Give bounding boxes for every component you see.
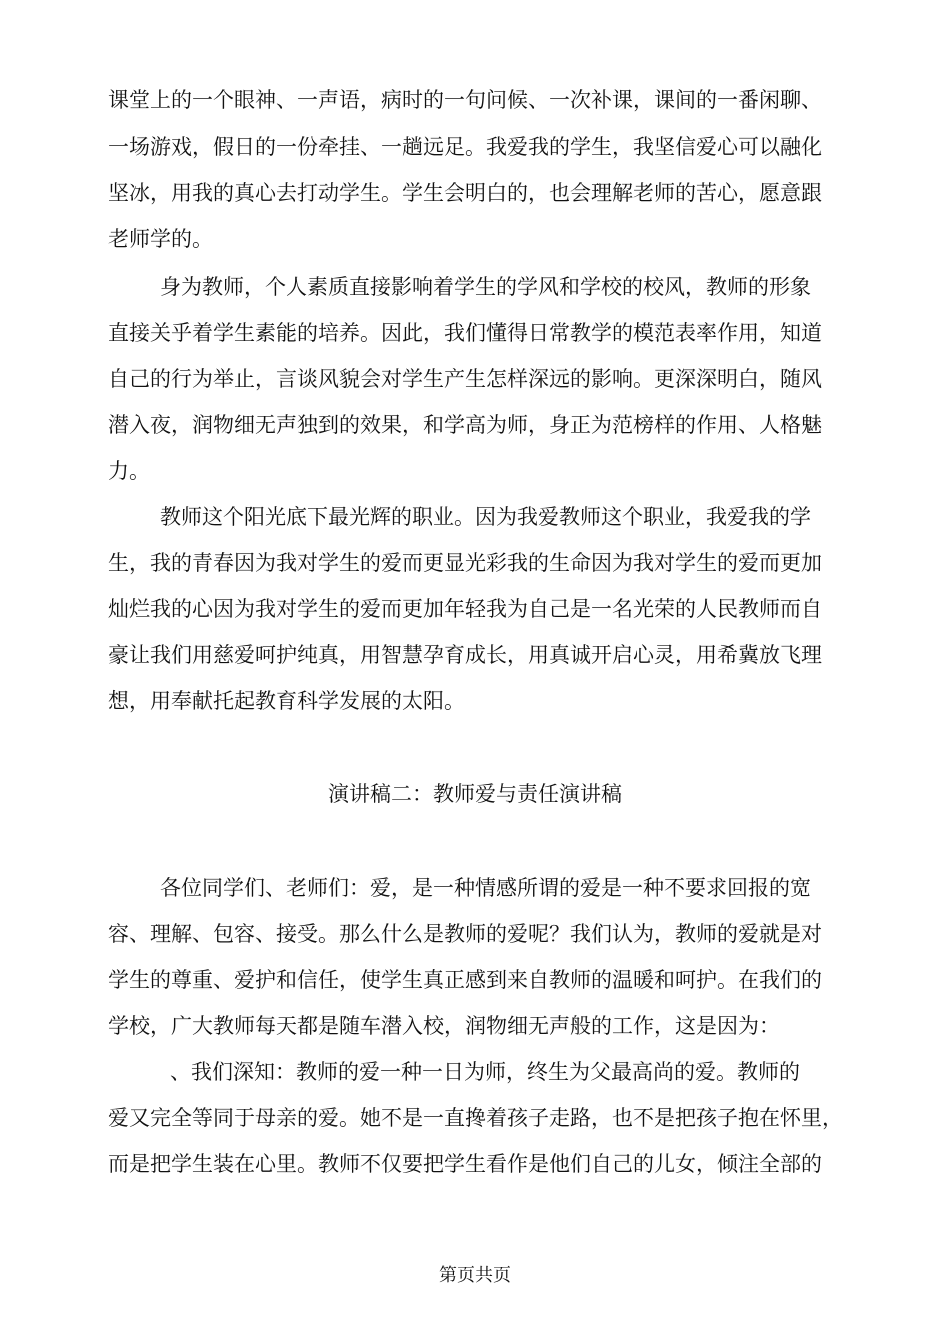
text-line: 身为教师，个人素质直接影响着学生的学风和学校的校风，教师的形象 (160, 275, 811, 299)
text-line: 而是把学生装在心里。教师不仅要把学生看作是他们自己的儿女，倾注全部的 (108, 1152, 822, 1176)
text-line: 课堂上的一个眼神、一声语，病时的一句问候、一次补课，课间的一番闲聊、 (108, 88, 822, 112)
text-line: 坚冰，用我的真心去打动学生。学生会明白的，也会理解老师的苦心，愿意跟 (108, 181, 822, 205)
text-line: 自己的行为举止，言谈风貌会对学生产生怎样深远的影响。更深深明白，随风 (108, 367, 822, 391)
text-line: 想，用奉献托起教育科学发展的太阳。 (108, 689, 465, 713)
text-line: 爱又完全等同于母亲的爱。她不是一直搀着孩子走路，也不是把孩子抱在怀里， (108, 1106, 843, 1130)
text-line: 潜入夜，润物细无声独到的效果，和学高为师，身正为范榜样的作用、人格魅 (108, 413, 822, 437)
text-line: 一场游戏，假日的一份牵挂、一趟远足。我爱我的学生，我坚信爱心可以融化 (108, 135, 822, 159)
text-line: 直接关乎着学生素能的培养。因此，我们懂得日常教学的模范表率作用，知道 (108, 321, 822, 345)
text-line: 学校，广大教师每天都是随车潜入校，润物细无声般的工作，这是因为： (108, 1014, 780, 1038)
text-line: 各位同学们、老师们：爱，是一种情感所谓的爱是一种不要求回报的宽 (160, 876, 811, 900)
text-line: 、我们深知：教师的爱一种一日为师，终生为父最高尚的爱。教师的 (170, 1060, 800, 1084)
text-line: 学生的尊重、爱护和信任，使学生真正感到来自教师的温暖和呵护。在我们的 (108, 968, 822, 992)
text-line: 老师学的。 (108, 227, 213, 251)
text-line: 力。 (108, 459, 150, 483)
text-line: 灿烂我的心因为我对学生的爱而更加年轻我为自己是一名光荣的人民教师而自 (108, 597, 822, 621)
text-line: 生，我的青春因为我对学生的爱而更显光彩我的生命因为我对学生的爱而更加 (108, 551, 822, 575)
section-title: 演讲稿二：教师爱与责任演讲稿 (328, 782, 622, 806)
page-footer: 第页共页 (439, 1265, 511, 1286)
text-line: 容、理解、包容、接受。那么什么是教师的爱呢？我们认为，教师的爱就是对 (108, 922, 822, 946)
text-line: 教师这个阳光底下最光辉的职业。因为我爱教师这个职业，我爱我的学 (160, 505, 811, 529)
text-line: 豪让我们用慈爱呵护纯真，用智慧孕育成长，用真诚开启心灵，用希冀放飞理 (108, 643, 822, 667)
